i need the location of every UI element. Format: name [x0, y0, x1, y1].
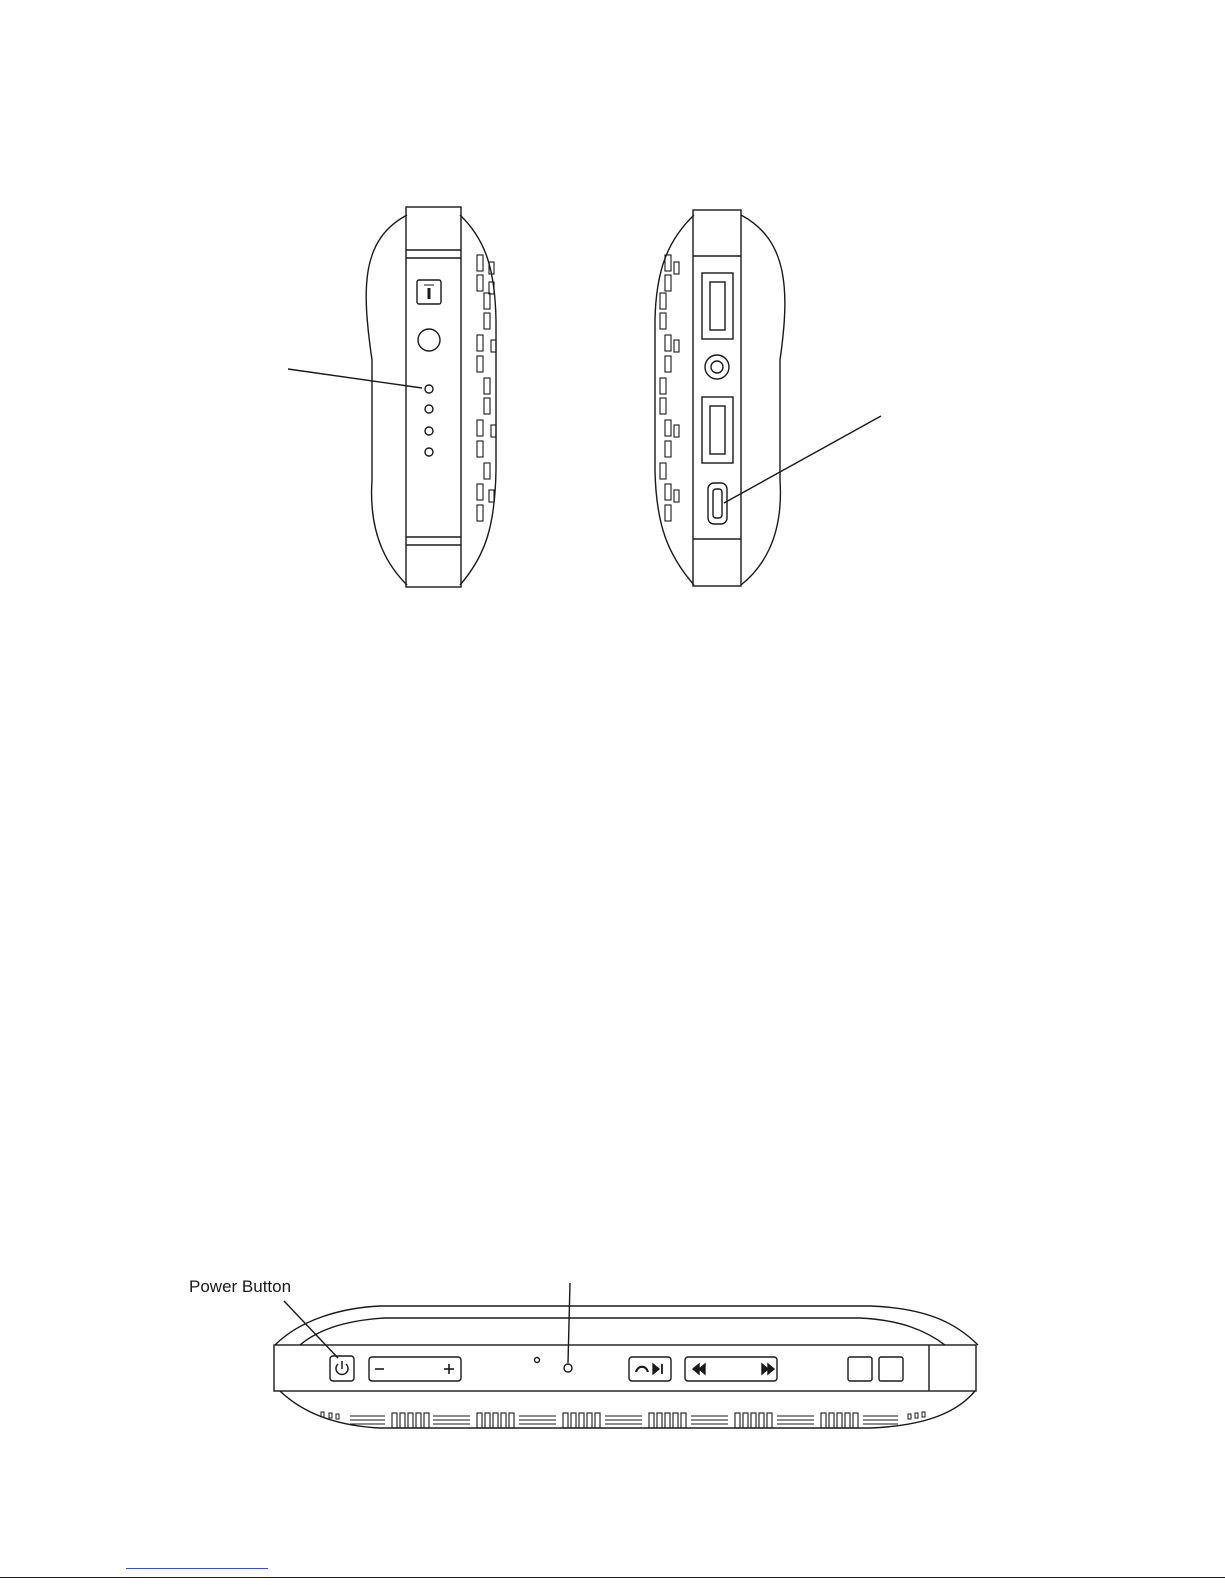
flashlight-icon — [424, 285, 434, 299]
left-speaker-grille — [477, 255, 496, 521]
microphone-hole — [535, 1358, 540, 1363]
call-play-pause-button[interactable] — [629, 1357, 671, 1381]
led-callout-line — [288, 369, 422, 388]
battery-led — [425, 448, 433, 456]
right-side-view — [655, 210, 881, 586]
top-frame — [274, 1345, 976, 1391]
square-button-1[interactable] — [848, 1357, 872, 1381]
micro-usb-callout-line — [724, 416, 881, 503]
battery-led — [425, 405, 433, 413]
audio-jack[interactable] — [705, 355, 729, 379]
right-frame — [693, 210, 741, 586]
top-view — [274, 1283, 978, 1428]
next-icon — [762, 1364, 774, 1374]
previous-icon — [693, 1364, 705, 1374]
top-shell-upper-inner — [300, 1318, 945, 1345]
footer-link-underline — [126, 1568, 268, 1569]
round-button[interactable] — [418, 329, 440, 351]
indicator-led — [564, 1364, 572, 1372]
usb-port[interactable] — [702, 397, 733, 463]
power-button-label: Power Button — [189, 1277, 292, 1296]
right-shell-right-outline — [741, 215, 785, 585]
power-callout-line — [284, 1301, 338, 1358]
usb-port[interactable] — [702, 273, 733, 339]
footer-rule — [0, 1577, 1225, 1578]
usb-port-tongue — [710, 406, 725, 454]
led-callout-line-top — [568, 1283, 570, 1363]
left-shell-outline — [366, 215, 407, 585]
micro-usb-inner — [713, 489, 722, 518]
audio-jack-hole — [711, 361, 723, 373]
top-shell-lower — [280, 1391, 975, 1428]
top-shell-upper — [275, 1306, 978, 1345]
left-side-view — [288, 207, 496, 587]
top-speaker-grille-hatch — [350, 1416, 898, 1424]
battery-led — [425, 427, 433, 435]
left-frame — [406, 207, 461, 587]
battery-led — [425, 385, 433, 393]
power-icon — [336, 1361, 348, 1374]
volume-plus-icon — [444, 1364, 454, 1374]
right-speaker-grille — [660, 255, 679, 521]
usb-port-tongue — [710, 282, 725, 330]
square-button-2[interactable] — [879, 1357, 903, 1381]
phone-play-pause-icon — [636, 1364, 662, 1374]
